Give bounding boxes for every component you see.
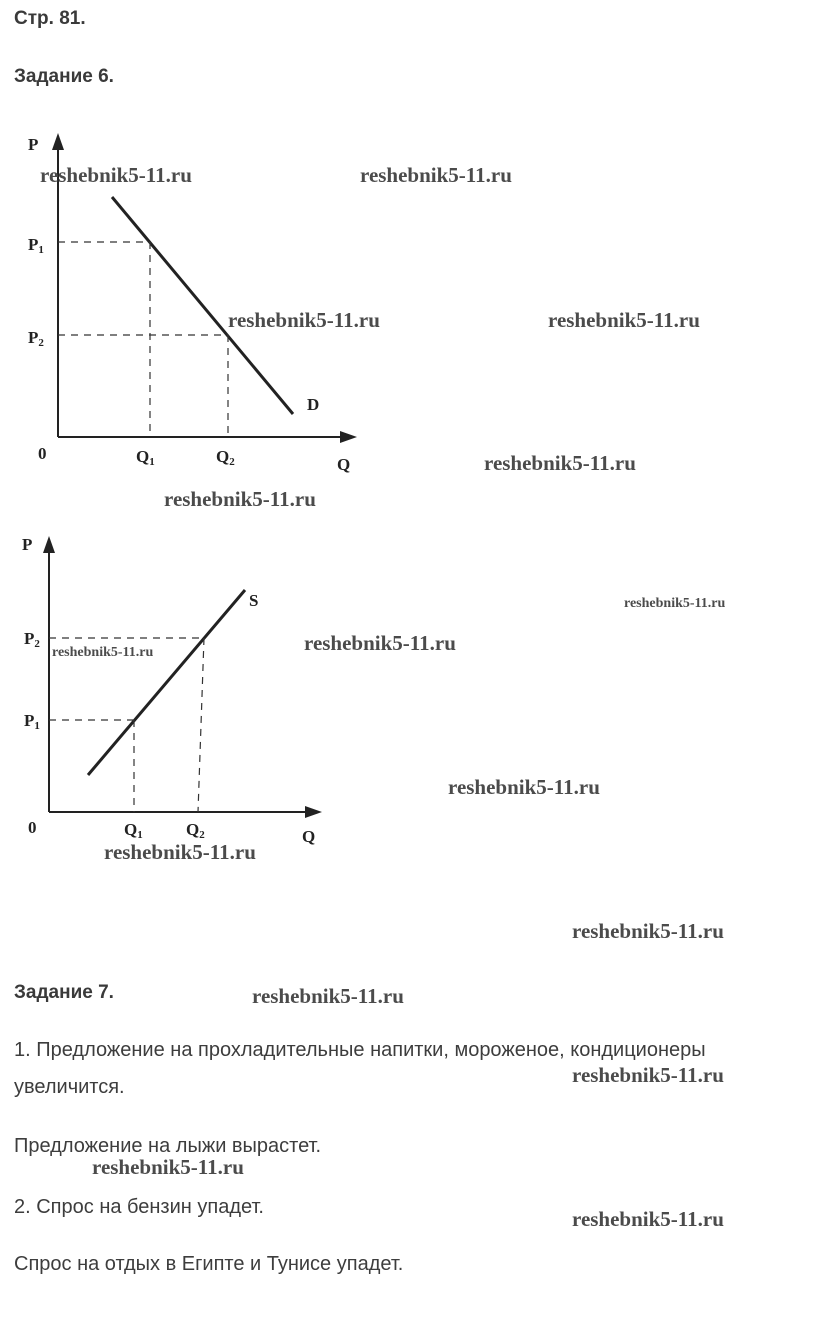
watermark: reshebnik5-11.ru [572,919,724,943]
watermark: reshebnik5-11.ru [304,631,456,655]
watermark: reshebnik5-11.ru [228,308,380,332]
x-axis-label: Q [337,455,351,474]
x-axis-arrow [305,806,322,818]
watermark: reshebnik5-11.ru [572,1207,724,1231]
watermark: reshebnik5-11.ru [484,451,636,475]
watermark: reshebnik5-11.ru [92,1155,244,1179]
y-axis-label: P [22,535,33,554]
supply-curve [88,590,245,775]
p2-label: P2 [24,629,40,650]
origin-label: 0 [38,444,47,463]
watermark: reshebnik5-11.ru [40,163,192,187]
curve-label-d: D [307,395,320,414]
y-axis-arrow [43,536,55,553]
origin-label: 0 [28,818,37,837]
watermark: reshebnik5-11.ru [52,645,154,660]
task7-line2: Предложение на лыжи вырастет. [14,1135,322,1157]
q2-label: Q2 [186,820,205,841]
page-label: Стр. 81. [14,8,86,29]
watermark: reshebnik5-11.ru [624,596,726,611]
p2-label: P2 [28,328,44,349]
q2-guide [198,638,204,812]
watermark: reshebnik5-11.ru [164,487,316,511]
watermark: reshebnik5-11.ru [252,984,404,1008]
task7-line1: 1. Предложение на прохладительные напитки, мороженое, кондиционеры увеличится. [14,1039,706,1098]
task7-line4: Спрос на отдых в Египте и Тунисе упадет. [14,1253,404,1275]
watermark: reshebnik5-11.ru [572,1063,724,1087]
x-axis-label: Q [302,827,316,846]
task7-line3: 2. Спрос на бензин упадет. [14,1196,264,1218]
q1-label: Q1 [124,820,143,841]
watermark: reshebnik5-11.ru [360,163,512,187]
q2-label: Q2 [216,447,235,468]
p1-label: P1 [24,711,40,732]
watermark: reshebnik5-11.ru [448,775,600,799]
p1-label: P1 [28,235,44,256]
y-axis-label: P [28,135,39,154]
watermark: reshebnik5-11.ru [548,308,700,332]
task7-heading: Задание 7. [14,982,114,1003]
watermark: reshebnik5-11.ru [104,840,256,864]
curve-label-s: S [249,591,259,610]
q1-label: Q1 [136,447,155,468]
task6-heading: Задание 6. [14,66,114,87]
